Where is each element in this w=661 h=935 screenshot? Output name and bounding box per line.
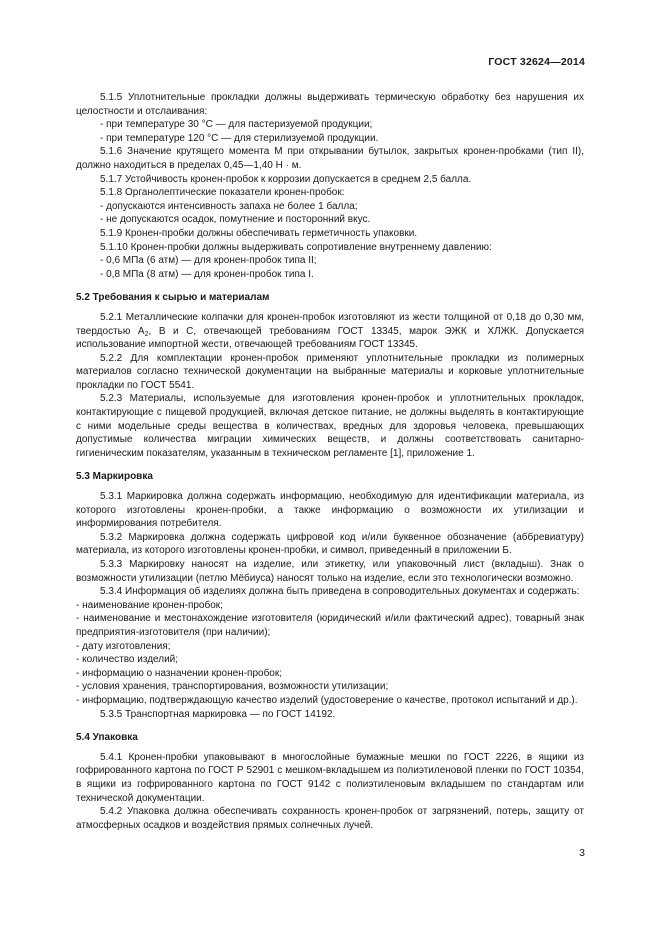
paragraph-5-1-8: 5.1.8 Органолептические показатели кронен-пробок: [100, 187, 345, 199]
paragraph-5-2-1 [76, 311, 584, 352]
paragraph-5-3-5: 5.3.5 Транспортная маркировка — по ГОСТ 14192. [100, 708, 336, 720]
standard-header: ГОСТ 32624—2014 [488, 56, 585, 68]
list-item: - дату изготовления; [76, 640, 171, 652]
text-fragment: 5.2.1 Металлические колпачки для кронен-пробок изготовляют из жести толщиной от 0,18 до 0,30 мм, твердостью А [76, 311, 584, 337]
list-item: - информацию о назначении кронен-пробок; [76, 667, 283, 679]
paragraph-5-4-1: 5.4.1 Кронен-пробки упаковывают в многослойные бумажные мешки по ГОСТ 2226, в ящики из гофрированного картона по ГОСТ Р 52901 с мешком-вкладышем из полиэтиленовой пленки по ГОСТ 10354, в ящики из гофрированного картона по ГОСТ 9142 с полиэтиленовым вкладышем по стандартам или технической документации. [76, 751, 584, 804]
paragraph-5-2-2: 5.2.2 Для комплектации кронен-пробок применяют уплотнительные прокладки из полимерных материалов согласно технической документации на выбранные материалы и корковые уплотнительные прокладки по ГОСТ 5541. [76, 352, 584, 391]
list-item: - не допускаются осадок, помутнение и посторонний вкус. [100, 214, 371, 226]
paragraph-5-1-5: 5.1.5 Уплотнительные прокладки должны выдерживать термическую обработку без нарушения их целостности и отслаивания: [76, 92, 584, 117]
document-body [76, 91, 584, 832]
list-item: - при температуре 30 °С — для пастеризуемой продукции; [100, 119, 373, 131]
text-fragment: , В и С, отвечающей требованиям ГОСТ 13345, марок ЭЖК и ХЛЖК. Допускается использование импортной жести, отвечающей требованиям ГОСТ 13345. [76, 325, 585, 351]
paragraph-5-1-7: 5.1.7 Устойчивость кронен-пробок к коррозии допускается в среднем 2,5 балла. [100, 173, 472, 185]
paragraph-5-3-1: 5.3.1 Маркировка должна содержать информацию, необходимую для идентификации материала, из которого изготовлены кронен-пробки, а также информацию о возможности их утилизации и информирования потребителя. [76, 491, 584, 530]
list-item: - наименование кронен-пробок; [76, 599, 223, 611]
subscript: 2 [144, 330, 149, 338]
paragraph-5-1-10: 5.1.10 Кронен-пробки должны выдерживать сопротивление внутреннему давлению: [100, 241, 492, 253]
list-item: - количество изделий; [76, 654, 179, 666]
paragraph-5-2-3: 5.2.3 Материалы, используемые для изготовления кронен-пробок и уплотнительных прокладок, контактирующие с пищевой продукцией, включая детское питание, не должны выделять в контактирующие с ними модельные среды вещества в количествах, вредных для здоровья человека, превышающих допустимые количества миграции химических веществ, и должны соответствовать санитарно-гигиеническим показателям, указанным в техническом регламенте [1], приложение 1. [76, 393, 584, 459]
paragraph-5-3-2: 5.3.2 Маркировка должна содержать цифровой код и/или буквенное обозначение (аббревиатуру) материала, из которого изготовлены кронен-пробки, и символ, приведенный в приложении Б. [76, 531, 584, 557]
paragraph-5-4-2: 5.4.2 Упаковка должна обеспечивать сохранность кронен-пробок от загрязнений, потерь, защиту от атмосферных осадков и воздействия прямых солнечных лучей. [76, 806, 584, 831]
list-item: - допускаются интенсивность запаха не более 1 балла; [100, 200, 358, 212]
list-item: - 0,8 МПа (8 атм) — для кронен-пробок типа I. [100, 268, 314, 280]
section-heading-5-2: 5.2 Требования к сырью и материалам [76, 292, 270, 304]
paragraph-5-3-4: 5.3.4 Информация об изделиях должна быть приведена в сопроводительных документах и содержать: [100, 586, 580, 598]
paragraph-5-1-9: 5.1.9 Кронен-пробки должны обеспечивать герметичность упаковки. [100, 227, 418, 239]
section-heading-5-3: 5.3 Маркировка [76, 471, 153, 483]
list-item: - 0,6 МПа (6 атм) — для кронен-пробок типа II; [100, 255, 317, 267]
paragraph-5-3-3: 5.3.3 Маркировку наносят на изделие, или этикетку, или упаковочный лист (вкладыш). Знак о возможности утилизации (петлю Мёбиуса) наносят только на изделие, если это технологически возможно. [76, 559, 584, 584]
list-item: - наименование и местонахождение изготовителя (юридический и/или фактический адрес), товарный знак предприятия-изготовителя (при наличии); [76, 613, 584, 638]
list-item: - при температуре 120 °С — для стерилизуемой продукции. [100, 132, 379, 144]
paragraph-5-1-6: 5.1.6 Значение крутящего момента М при открывании бутылок, закрытых кронен-пробками (тип II), должно находиться в пределах 0,45—1,40 Н · м. [76, 146, 584, 171]
list-item: - информацию, подтверждающую качество изделий (удостоверение о качестве, протокол испытаний и др.). [76, 694, 578, 706]
list-item: - условия хранения, транспортирования, возможности утилизации; [76, 681, 389, 693]
page-number: 3 [579, 847, 585, 859]
section-heading-5-4: 5.4 Упаковка [76, 732, 138, 744]
